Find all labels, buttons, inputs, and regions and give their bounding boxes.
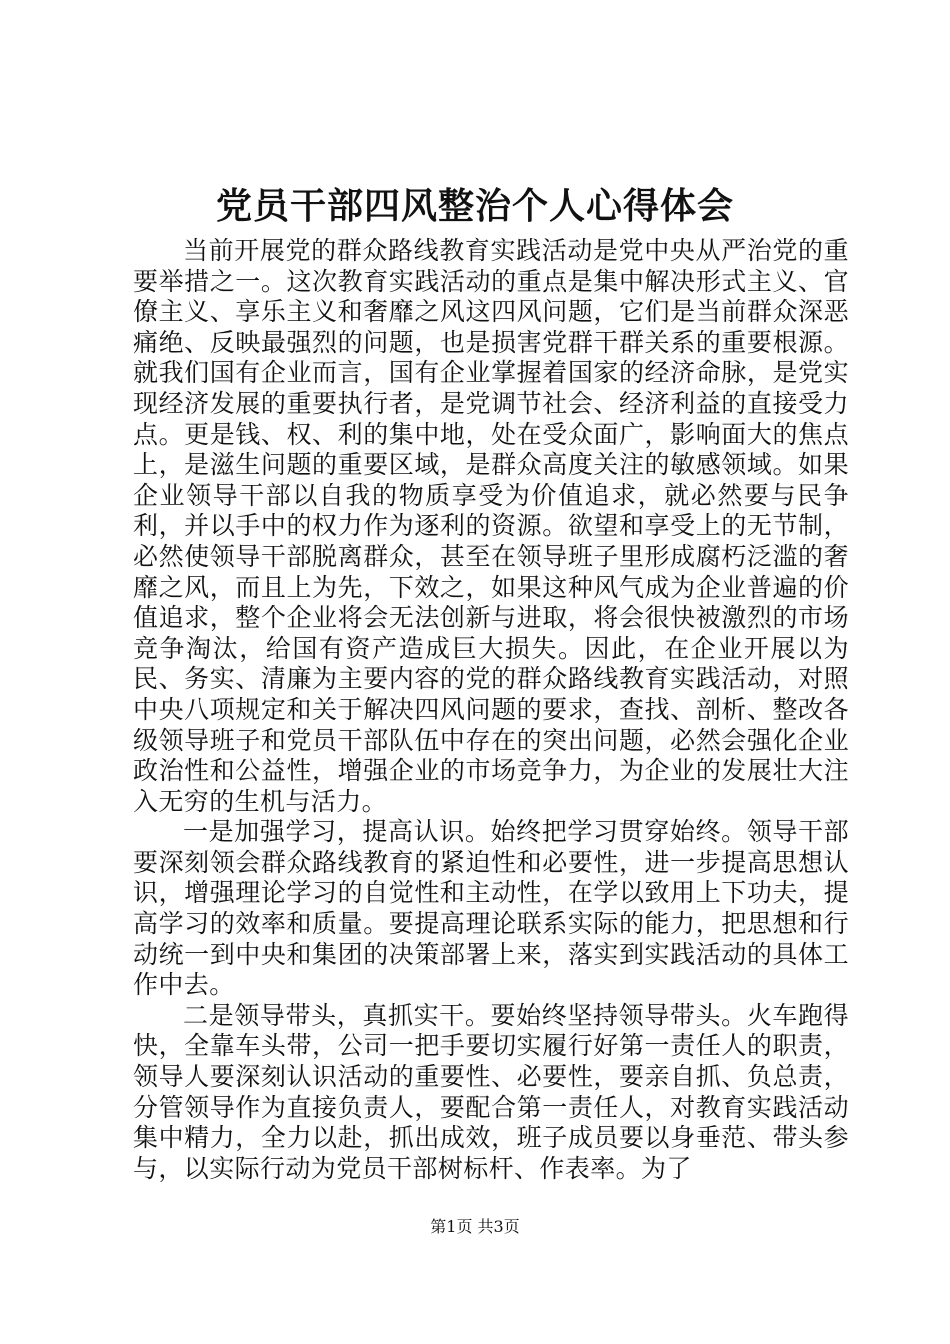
page-title: 党员干部四风整治个人心得体会 xyxy=(215,185,734,227)
document-body xyxy=(133,236,849,1184)
paragraph-point-one: 一是加强学习，提高认识。始终把学习贯穿始终。领导干部要深刻领会群众路线教育的紧迫性和必要性，进一步提高思想认识，增强理论学习的自觉性和主动性，在学以致用上下功夫，提高学习的效率和质量。要提高理论联系实际的能力，把思想和行动统一到中央和集团的决策部署上来，落实到实践活动的具体工作中去。 xyxy=(133,817,849,1000)
paragraph-intro: 当前开展党的群众路线教育实践活动是党中央从严治党的重要举措之一。这次教育实践活动的重点是集中解决形式主义、官僚主义、享乐主义和奢靡之风这四风问题，它们是当前群众深恶痛绝、反映最强烈的问题，也是损害党群干群关系的重要根源。就我们国有企业而言，国有企业掌握着国家的经济命脉，是党实现经济发展的重要执行者，是党调节社会、经济利益的直接受力点。更是钱、权、利的集中地，处在受众面广，影响面大的焦点上，是滋生问题的重要区域，是群众高度关注的敏感领域。如果企业领导干部以自我的物质享受为价值追求，就必然要与民争利，并以手中的权力作为逐利的资源。欲望和享受上的无节制，必然使领导干部脱离群众，甚至在领导班子里形成腐朽泛滥的奢靡之风，而且上为先，下效之，如果这种风气成为企业普遍的价值追求，整个企业将会无法创新与进取，将会很快被激烈的市场竞争淘汰，给国有资产造成巨大损失。因此，在企业开展以为民、务实、清廉为主要内容的党的群众路线教育实践活动，对照中央八项规定和关于解决四风问题的要求，查找、剖析、整改各级领导班子和党员干部队伍中存在的突出问题，必然会强化企业政治性和公益性，增强企业的市场竞争力，为企业的发展壮大注入无穷的生机与活力。 xyxy=(133,236,849,816)
page-footer: 第1页 共3页 xyxy=(430,1217,520,1236)
paragraph-point-two: 二是领导带头，真抓实干。要始终坚持领导带头。火车跑得快，全靠车头带，公司一把手要切实履行好第一责任人的职责，领导人要深刻认识活动的重要性、必要性，要亲自抓、负总责，分管领导作为直接负责人，要配合第一责任人，对教育实践活动集中精力，全力以赴，抓出成效，班子成员要以身垂范、带头参与，以实际行动为党员干部树标杆、作表率。为了 xyxy=(133,1000,849,1183)
